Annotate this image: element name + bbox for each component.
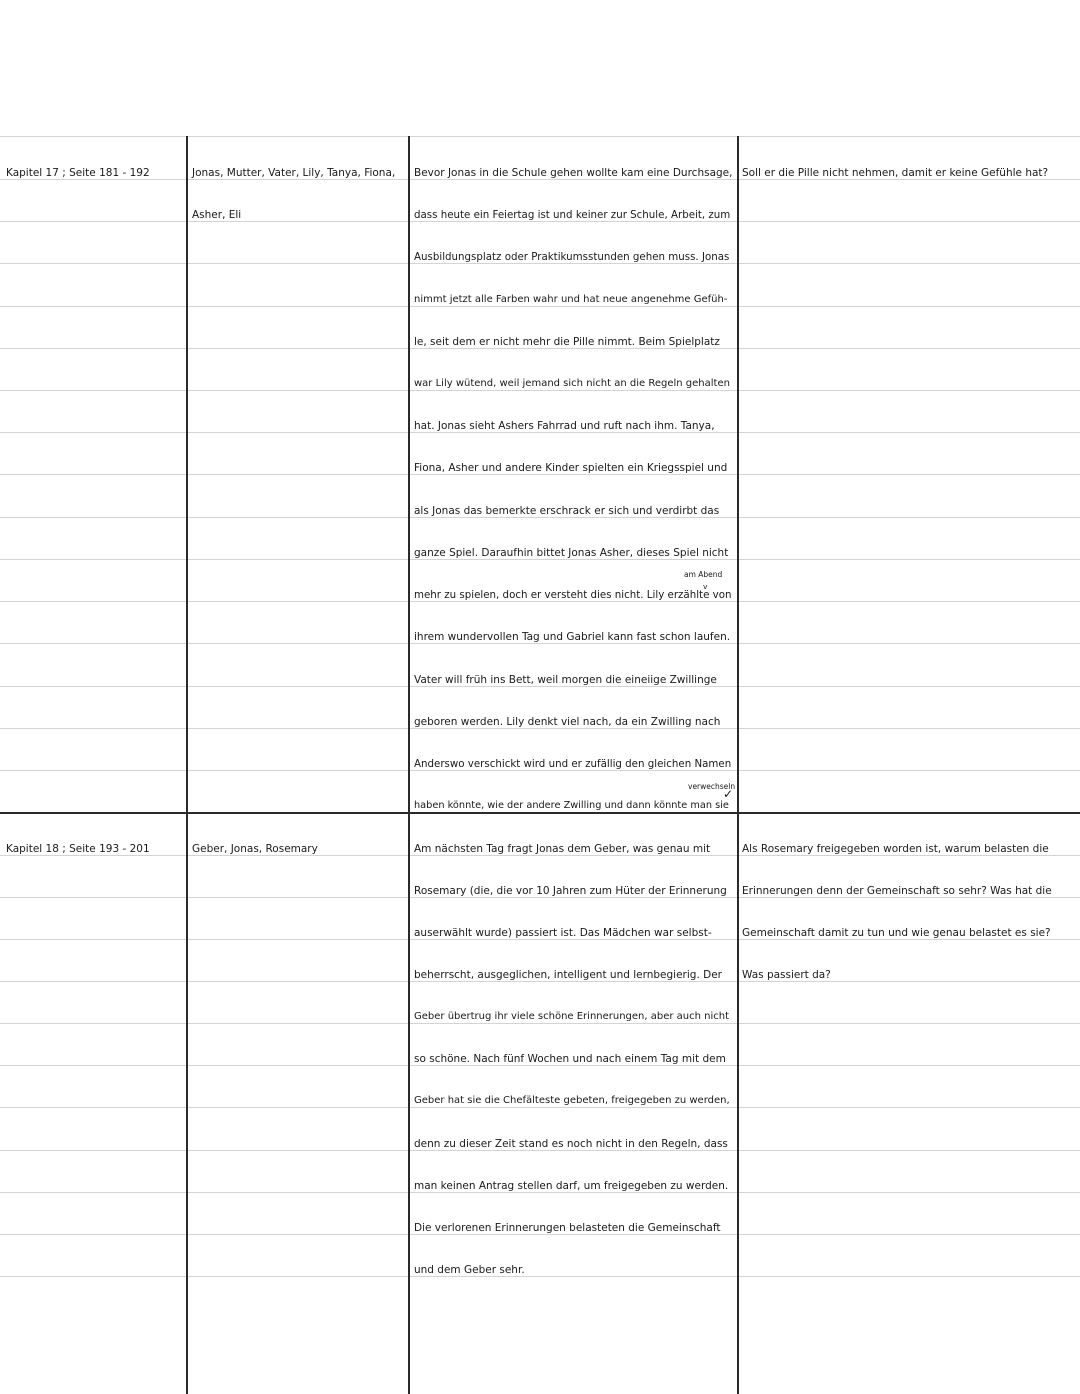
summary-line: Bevor Jonas in die Schule gehen wollte kam eine Durchsage, bbox=[414, 167, 733, 179]
column-divider bbox=[186, 136, 188, 1394]
rule-line bbox=[0, 1276, 1080, 1277]
insertion-mark: ✓ bbox=[723, 787, 734, 801]
rule-line bbox=[0, 897, 1080, 898]
rule-line bbox=[0, 306, 1080, 307]
summary-line: le, seit dem er nicht mehr die Pille nimmt. Beim Spielplatz bbox=[414, 336, 720, 348]
column-divider bbox=[408, 136, 410, 1394]
insertion-mark: ᵥ bbox=[703, 578, 709, 592]
question-line: Gemeinschaft damit zu tun und wie genau belastet es sie? bbox=[742, 927, 1051, 939]
summary-line: auserwählt wurde) passiert ist. Das Mädchen war selbst- bbox=[414, 927, 712, 939]
summary-line: dass heute ein Feiertag ist und keiner zur Schule, Arbeit, zum bbox=[414, 209, 731, 221]
margin-insertion: verwechseln bbox=[688, 782, 736, 791]
summary-line: Anderswo verschickt wird und er zufällig den gleichen Namen bbox=[414, 758, 732, 770]
rule-line bbox=[0, 1150, 1080, 1151]
question-line: Erinnerungen denn der Gemeinschaft so sehr? Was hat die bbox=[742, 885, 1052, 897]
section-divider bbox=[0, 812, 1080, 814]
rule-line bbox=[0, 559, 1080, 560]
summary-line: ihrem wundervollen Tag und Gabriel kann fast schon laufen. bbox=[414, 631, 731, 643]
rule-line bbox=[0, 643, 1080, 644]
characters-line: Jonas, Mutter, Vater, Lily, Tanya, Fiona, bbox=[192, 167, 396, 179]
summary-line: Rosemary (die, die vor 10 Jahren zum Hüter der Erinnerung bbox=[414, 885, 727, 897]
rule-line bbox=[0, 686, 1080, 687]
summary-line: ganze Spiel. Daraufhin bittet Jonas Asher, dieses Spiel nicht bbox=[414, 547, 729, 559]
rule-line bbox=[0, 855, 1080, 856]
summary-line: geboren werden. Lily denkt viel nach, da ein Zwilling nach bbox=[414, 716, 721, 728]
chapter-label: Kapitel 17 ; Seite 181 - 192 bbox=[6, 167, 150, 179]
summary-line: so schöne. Nach fünf Wochen und nach einem Tag mit dem bbox=[414, 1053, 726, 1065]
summary-line: man keinen Antrag stellen darf, um freigegeben zu werden. bbox=[414, 1180, 729, 1192]
summary-line: Die verlorenen Erinnerungen belasteten die Gemeinschaft bbox=[414, 1222, 721, 1234]
rule-line bbox=[0, 601, 1080, 602]
summary-line: haben könnte, wie der andere Zwilling und dann könnte man sie bbox=[414, 800, 729, 811]
summary-line: nimmt jetzt alle Farben wahr und hat neue angenehme Gefüh- bbox=[414, 294, 728, 305]
rule-line bbox=[0, 1234, 1080, 1235]
summary-line: Geber übertrug ihr viele schöne Erinnerungen, aber auch nicht bbox=[414, 1011, 730, 1022]
question-line: Was passiert da? bbox=[742, 969, 831, 981]
rule-line bbox=[0, 517, 1080, 518]
rule-line bbox=[0, 179, 1080, 180]
margin-insertion: am Abend bbox=[684, 570, 723, 579]
characters-line: Geber, Jonas, Rosemary bbox=[192, 843, 318, 855]
rule-line bbox=[0, 1065, 1080, 1066]
summary-line: Am nächsten Tag fragt Jonas dem Geber, was genau mit bbox=[414, 843, 711, 855]
summary-line: war Lily wütend, weil jemand sich nicht an die Regeln gehalten bbox=[414, 378, 730, 389]
summary-line: und dem Geber sehr. bbox=[414, 1264, 525, 1276]
characters-line: Asher, Eli bbox=[192, 209, 242, 221]
summary-line: Fiona, Asher und andere Kinder spielten ein Kriegsspiel und bbox=[414, 462, 728, 474]
rule-line bbox=[0, 348, 1080, 349]
rule-line bbox=[0, 981, 1080, 982]
chapter-label: Kapitel 18 ; Seite 193 - 201 bbox=[6, 843, 150, 855]
column-divider bbox=[737, 136, 739, 1394]
summary-line: Geber hat sie die Chefälteste gebeten, freigegeben zu werden, bbox=[414, 1095, 730, 1106]
rule-line bbox=[0, 221, 1080, 222]
summary-line: Ausbildungsplatz oder Praktikumsstunden gehen muss. Jonas bbox=[414, 251, 730, 263]
rule-line bbox=[0, 1023, 1080, 1024]
rule-line bbox=[0, 136, 1080, 137]
question-line: Als Rosemary freigegeben worden ist, warum belasten die bbox=[742, 843, 1049, 855]
question-line: Soll er die Pille nicht nehmen, damit er keine Gefühle hat? bbox=[742, 167, 1049, 179]
summary-line: mehr zu spielen, doch er versteht dies nicht. Lily erzählte von bbox=[414, 589, 732, 601]
rule-line bbox=[0, 390, 1080, 391]
rule-line bbox=[0, 263, 1080, 264]
summary-line: beherrscht, ausgeglichen, intelligent und lernbegierig. Der bbox=[414, 969, 722, 981]
summary-line: als Jonas das bemerkte erschrack er sich und verdirbt das bbox=[414, 505, 720, 517]
rule-line bbox=[0, 939, 1080, 940]
rule-line bbox=[0, 770, 1080, 771]
rule-line bbox=[0, 728, 1080, 729]
rule-line bbox=[0, 474, 1080, 475]
rule-line bbox=[0, 432, 1080, 433]
rule-line bbox=[0, 1192, 1080, 1193]
summary-line: denn zu dieser Zeit stand es noch nicht in den Regeln, dass bbox=[414, 1138, 728, 1150]
summary-line: hat. Jonas sieht Ashers Fahrrad und ruft nach ihm. Tanya, bbox=[414, 420, 715, 432]
summary-line: Vater will früh ins Bett, weil morgen die eineiige Zwillinge bbox=[414, 674, 717, 686]
rule-line bbox=[0, 1107, 1080, 1108]
